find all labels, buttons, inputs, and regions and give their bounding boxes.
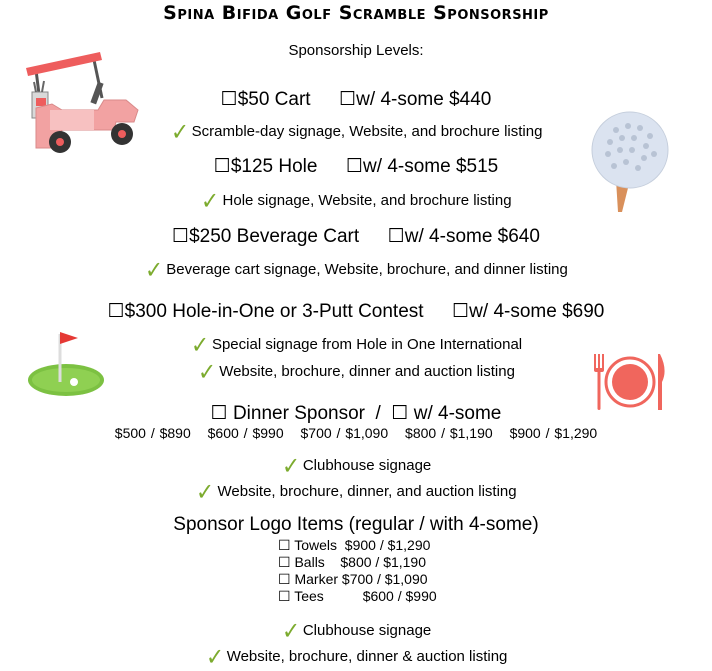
dinner-benefit-1-text: Clubhouse signage bbox=[302, 457, 432, 474]
contest-benefit-2 bbox=[0, 356, 712, 386]
check-icon: ✓ bbox=[281, 452, 300, 480]
level-beverage bbox=[0, 225, 712, 248]
tees-checkbox[interactable]: ☐ bbox=[278, 589, 291, 605]
beverage-foursome-label: w/ 4-some $640 bbox=[404, 226, 540, 247]
beverage-label: $250 Beverage Cart bbox=[189, 226, 360, 247]
logo-benefit-1 bbox=[0, 615, 712, 645]
cart-foursome-label: w/ 4-some $440 bbox=[356, 89, 492, 110]
marker-checkbox[interactable]: ☐ bbox=[278, 572, 291, 588]
cart-checkbox[interactable]: ☐ bbox=[220, 88, 238, 110]
dinner-price: $700 / $1,090 bbox=[300, 425, 389, 441]
levels-label: Sponsorship Levels: bbox=[288, 42, 424, 59]
cart-benefit-text: Scramble-day signage, Website, and brochure listing bbox=[191, 123, 543, 140]
dinner-price: $500 / $890 bbox=[114, 425, 191, 441]
contest-checkbox[interactable]: ☐ bbox=[107, 300, 125, 322]
logo-item-towels bbox=[278, 537, 478, 554]
check-icon: ✓ bbox=[196, 478, 215, 506]
level-hole bbox=[0, 155, 712, 178]
cart-label: $50 Cart bbox=[237, 89, 311, 110]
dinner-prices bbox=[0, 425, 712, 441]
logo-item-name: Towels bbox=[294, 537, 337, 553]
logo-item-price: $700 / $1,090 bbox=[341, 571, 428, 587]
hole-benefit-text: Hole signage, Website, and brochure listing bbox=[222, 192, 512, 209]
hole-benefit bbox=[0, 185, 712, 215]
logo-item-price: $800 / $1,190 bbox=[340, 554, 427, 570]
check-icon: ✓ bbox=[205, 643, 224, 671]
beverage-checkbox[interactable]: ☐ bbox=[172, 225, 190, 247]
contest-foursome-label: w/ 4-some $690 bbox=[469, 301, 605, 322]
logo-item-name: Tees bbox=[294, 588, 324, 604]
cart-foursome-checkbox[interactable]: ☐ bbox=[339, 88, 357, 110]
logo-item-price: $900 / $1,290 bbox=[344, 537, 431, 553]
contest-foursome-checkbox[interactable]: ☐ bbox=[452, 300, 470, 322]
check-icon: ✓ bbox=[170, 118, 189, 146]
check-icon: ✓ bbox=[190, 331, 209, 359]
balls-checkbox[interactable]: ☐ bbox=[278, 555, 291, 571]
contest-benefit-1 bbox=[0, 329, 712, 359]
level-dinner bbox=[0, 402, 712, 425]
dinner-price: $800 / $1,190 bbox=[405, 425, 493, 441]
logo-item-name: Balls bbox=[294, 554, 325, 570]
logo-item-name: Marker bbox=[294, 571, 339, 587]
page-title: Spina Bifida Golf Scramble Sponsorship bbox=[163, 2, 549, 24]
level-cart bbox=[0, 88, 712, 111]
dinner-foursome-label: w/ 4-some bbox=[413, 403, 502, 424]
logo-item-balls bbox=[278, 554, 478, 571]
dinner-benefit-2-text: Website, brochure, dinner, and auction listing bbox=[217, 483, 517, 500]
logo-benefit-1-text: Clubhouse signage bbox=[302, 622, 432, 639]
contest-label: $300 Hole-in-One or 3-Putt Contest bbox=[124, 301, 424, 322]
towels-checkbox[interactable]: ☐ bbox=[278, 538, 291, 554]
logo-benefit-2 bbox=[0, 641, 712, 671]
hole-label: $125 Hole bbox=[230, 156, 318, 177]
logo-item-marker bbox=[278, 571, 478, 588]
dinner-label: Dinner Sponsor bbox=[232, 403, 365, 424]
check-icon: ✓ bbox=[201, 187, 220, 215]
logo-item-tees bbox=[278, 588, 478, 605]
cart-benefit bbox=[0, 116, 712, 146]
hole-foursome-label: w/ 4-some $515 bbox=[363, 156, 499, 177]
beverage-benefit bbox=[0, 254, 712, 284]
dinner-benefit-2 bbox=[0, 476, 712, 506]
dinner-price: $600 / $990 bbox=[207, 425, 284, 441]
hole-foursome-checkbox[interactable]: ☐ bbox=[346, 155, 364, 177]
beverage-benefit-text: Beverage cart signage, Website, brochure, and dinner listing bbox=[166, 261, 568, 278]
contest-benefit-1-text: Special signage from Hole in One International bbox=[211, 336, 523, 353]
beverage-foursome-checkbox[interactable]: ☐ bbox=[387, 225, 405, 247]
hole-checkbox[interactable]: ☐ bbox=[213, 155, 231, 177]
dinner-benefit-1 bbox=[0, 450, 712, 480]
check-icon: ✓ bbox=[281, 617, 300, 645]
dinner-foursome-checkbox[interactable]: ☐ bbox=[391, 402, 409, 424]
check-icon: ✓ bbox=[145, 256, 164, 284]
dinner-price: $900 / $1,290 bbox=[509, 425, 598, 441]
level-contest bbox=[0, 300, 712, 323]
check-icon: ✓ bbox=[198, 358, 217, 386]
logo-heading: Sponsor Logo Items (regular / with 4-some) bbox=[173, 514, 539, 535]
logo-item-price: $600 / $990 bbox=[362, 588, 437, 604]
logo-benefit-2-text: Website, brochure, dinner & auction listing bbox=[226, 648, 508, 665]
dinner-checkbox[interactable]: ☐ bbox=[210, 402, 228, 424]
contest-benefit-2-text: Website, brochure, dinner and auction listing bbox=[219, 363, 515, 380]
dinner-separator: / bbox=[375, 403, 381, 424]
